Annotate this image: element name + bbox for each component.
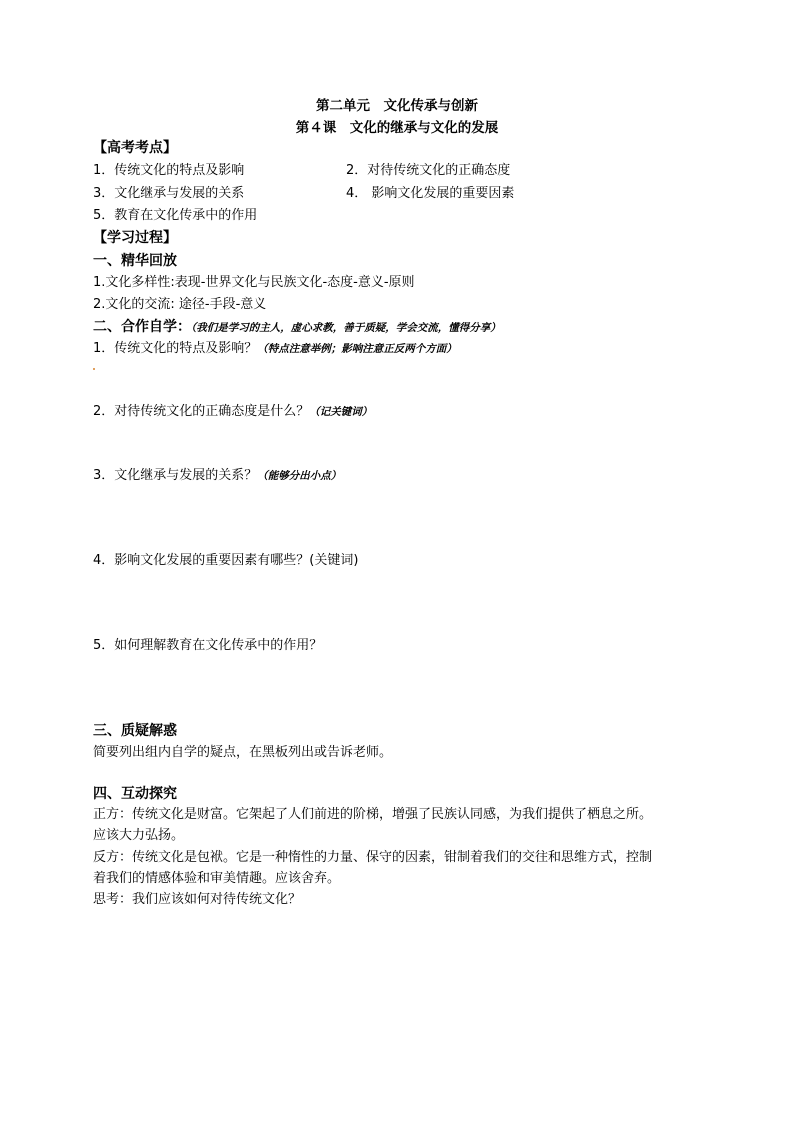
kaodian-item-5: 5．教育在文化传承中的作用 <box>93 208 258 223</box>
con-line-2: 着我们的情感体验和审美情趣。应该舍弃。 <box>93 871 341 886</box>
question-4: 4．影响文化发展的重要因素有哪些？(关键词) <box>93 553 359 568</box>
selfstudy-heading: 二、合作自学： <box>93 319 191 335</box>
question-2 <box>93 403 372 421</box>
question-5: 5．如何理解教育在文化传承中的作用？ <box>93 638 323 653</box>
kaodian-item-3: 3．文化继承与发展的关系 <box>93 186 245 201</box>
think-line: 思考：我们应该如何对待传统文化？ <box>93 892 302 907</box>
question-1-text: 1．传统文化的特点及影响？ <box>93 341 258 356</box>
question-2-note: （记关键词） <box>309 406 373 418</box>
unit-title: 第二单元 文化传承与创新 <box>316 98 478 114</box>
pro-line-2: 应该大力弘扬。 <box>93 828 185 843</box>
question-2-text: 2．对待传统文化的正确态度是什么？ <box>93 404 310 419</box>
kaodian-heading: 【高考考点】 <box>93 140 177 156</box>
question-1 <box>93 340 457 358</box>
review-line-1: 1.文化多样性:表现-世界文化与民族文化-态度-意义-原则 <box>93 275 415 290</box>
selfstudy-heading-line <box>93 318 501 337</box>
kaodian-item-1: 1．传统文化的特点及影响 <box>93 163 245 178</box>
question-3 <box>93 467 341 485</box>
explore-heading: 四、互动探究 <box>93 786 177 802</box>
pro-line-1: 正方：传统文化是财富。它架起了人们前进的阶梯，增强了民族认同感，为我们提供了栖息之所。 <box>93 807 653 822</box>
question-3-note: （能够分出小点） <box>257 470 342 482</box>
selfstudy-note: （我们是学习的主人，虚心求教，善于质疑，学会交流，懂得分享） <box>191 322 501 334</box>
con-line-1: 反方：传统文化是包袱。它是一种惰性的力量、保守的因素，钳制着我们的交往和思维方式，控制 <box>93 850 653 865</box>
kaodian-item-4: 4． 影响文化发展的重要因素 <box>346 186 515 201</box>
review-heading: 一、精华回放 <box>93 253 177 269</box>
review-line-2: 2.文化的交流: 途径-手段-意义 <box>93 297 267 312</box>
question-1-note: （特点注意举例；影响注意正反两个方面） <box>257 343 457 355</box>
kaodian-item-2: 2．对待传统文化的正确态度 <box>346 163 511 178</box>
lesson-title: 第４课 文化的继承与文化的发展 <box>295 120 499 136</box>
question-3-text: 3．文化继承与发展的关系？ <box>93 468 258 483</box>
doubt-heading: 三、质疑解惑 <box>93 723 177 739</box>
doubt-text: 简要列出组内自学的疑点，在黑板列出或告诉老师。 <box>93 745 393 760</box>
process-heading: 【学习过程】 <box>93 230 177 246</box>
stray-mark <box>93 368 95 370</box>
